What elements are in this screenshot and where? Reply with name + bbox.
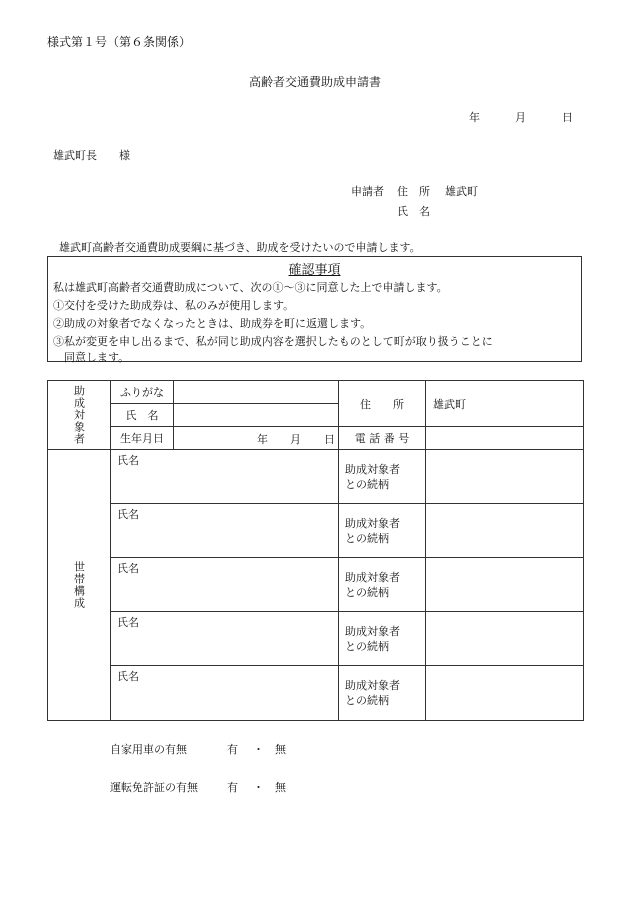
confirmation-box	[47, 256, 582, 362]
address-field[interactable]: 雄武町	[426, 381, 584, 427]
confirmation-item-3: ③私が変更を申し出るまで、私が同じ助成内容を選択したものとして町が取り扱うことに	[53, 335, 493, 348]
name-label: 氏 名	[111, 404, 174, 427]
member-name-field[interactable]	[111, 612, 339, 666]
member-name-field[interactable]	[111, 450, 339, 504]
relation-field[interactable]	[426, 450, 584, 504]
member-name-label: 氏名	[117, 616, 139, 629]
relation-label: 助成対象者 との続柄	[339, 504, 426, 558]
relation-field[interactable]	[426, 666, 584, 721]
relation-field[interactable]	[426, 612, 584, 666]
furigana-field[interactable]	[174, 381, 339, 404]
birth-year-label: 年	[257, 433, 268, 446]
private-car-separator: ・	[253, 743, 264, 756]
birth-label: 生年月日	[111, 427, 174, 450]
form-title: 高齢者交通費助成申請書	[248, 75, 381, 89]
member-name-field[interactable]	[111, 504, 339, 558]
member-name-field[interactable]	[111, 666, 339, 721]
confirmation-lead: 私は雄武町高齢者交通費助成について、次の①～③に同意した上で申請します。	[53, 281, 448, 294]
license-separator: ・	[253, 781, 264, 794]
intro-text: 雄武町高齢者交通費助成要綱に基づき、助成を受けたいので申請します。	[59, 241, 421, 254]
furigana-label: ふりがな	[111, 381, 174, 404]
applicant-address-value: 雄武町	[445, 185, 478, 198]
birth-date-field[interactable]	[174, 427, 339, 450]
name-field[interactable]	[174, 404, 339, 427]
confirmation-title: 確認事項	[288, 263, 341, 278]
confirmation-item-2: ②助成の対象者でなくなったときは、助成券を町に返還します。	[53, 317, 372, 330]
phone-field[interactable]	[426, 427, 584, 450]
private-car-yes-option[interactable]: 有	[227, 743, 238, 756]
relation-label: 助成対象者 との続柄	[339, 666, 426, 721]
birth-month-label: 月	[290, 433, 301, 446]
birth-day-label: 日	[324, 433, 335, 446]
member-name-label: 氏名	[117, 562, 139, 575]
confirmation-item-3-cont: 同意します。	[53, 351, 130, 364]
applicant-name-label: 氏 名	[397, 205, 430, 218]
member-name-label: 氏名	[117, 670, 139, 683]
household-header-cell	[48, 450, 111, 721]
addressee: 雄武町長 様	[53, 149, 130, 162]
license-yes-option[interactable]: 有	[227, 781, 238, 794]
date-day-label: 日	[562, 111, 573, 124]
relation-label: 助成対象者 との続柄	[339, 612, 426, 666]
applicant-address-label: 住 所	[397, 185, 430, 198]
phone-label: 電 話 番 号	[339, 427, 426, 450]
relation-label: 助成対象者 との続柄	[339, 450, 426, 504]
license-question: 運転免許証の有無	[110, 781, 198, 794]
member-name-label: 氏名	[117, 508, 139, 521]
date-year-label: 年	[469, 111, 480, 124]
member-name-label: 氏名	[117, 454, 139, 467]
private-car-no-option[interactable]: 無	[275, 743, 286, 756]
household-header: 世帯構成	[72, 561, 86, 609]
relation-label: 助成対象者 との続柄	[339, 558, 426, 612]
applicant-table	[47, 380, 584, 721]
relation-field[interactable]	[426, 558, 584, 612]
date-month-label: 月	[515, 111, 526, 124]
form-number: 様式第１号（第６条関係）	[47, 35, 192, 49]
private-car-question: 自家用車の有無	[110, 743, 187, 756]
confirmation-item-1: ①交付を受けた助成券は、私のみが使用します。	[53, 299, 295, 312]
license-no-option[interactable]: 無	[275, 781, 286, 794]
subject-header-cell	[48, 381, 111, 450]
address-label: 住 所	[339, 381, 426, 427]
member-name-field[interactable]	[111, 558, 339, 612]
relation-field[interactable]	[426, 504, 584, 558]
applicant-label: 申請者	[351, 185, 384, 198]
subject-header: 助成対象者	[72, 385, 86, 445]
